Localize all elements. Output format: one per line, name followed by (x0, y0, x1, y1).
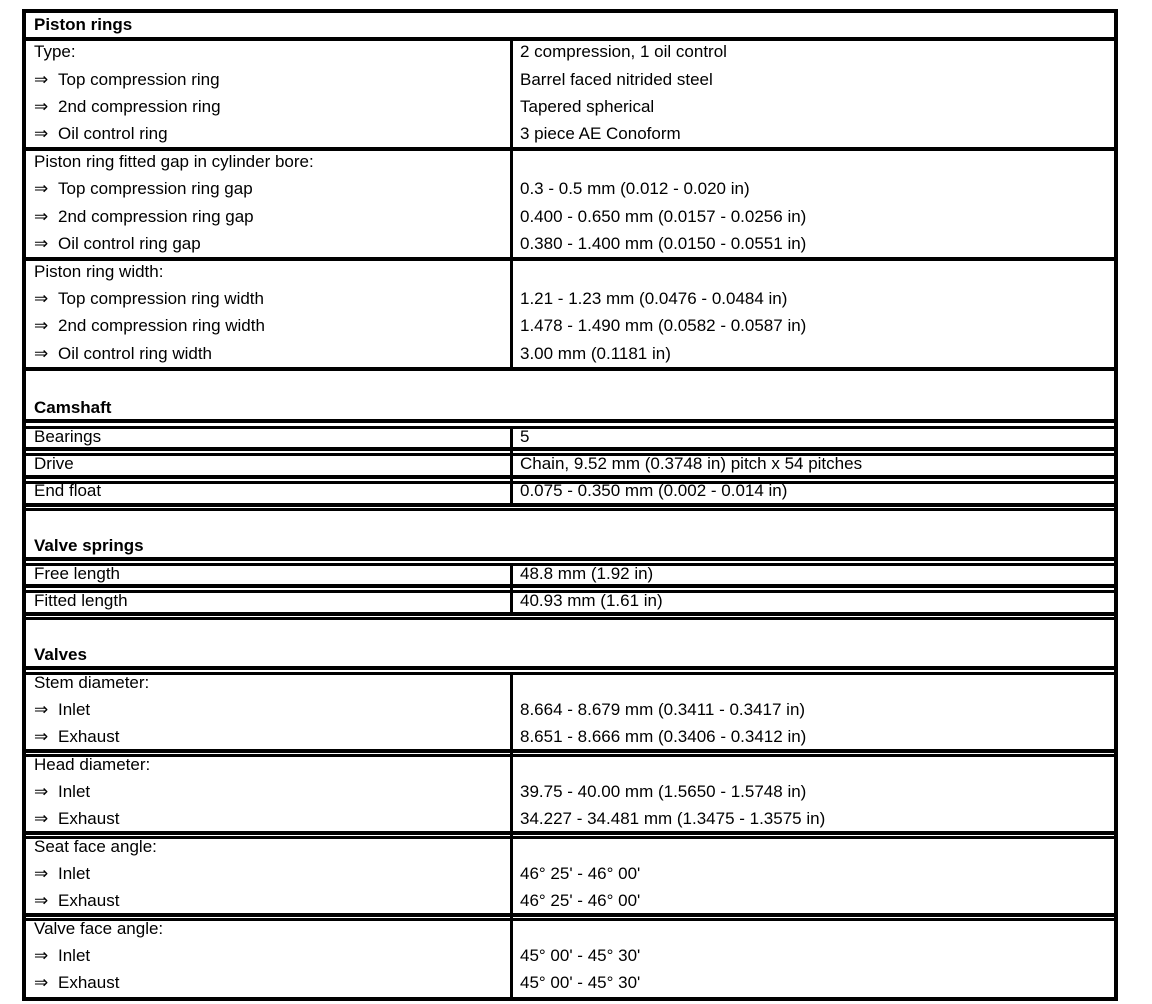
arrow-icon: ⇒ (34, 289, 49, 308)
divider (26, 147, 1114, 151)
free-length-value: 48.8 mm (1.92 in) (520, 564, 654, 583)
arrow-icon: ⇒ (34, 973, 49, 992)
seat-exhaust-value: 46° 25' - 46° 00' (520, 891, 641, 910)
oil-ring-row (34, 124, 168, 144)
divider (26, 584, 1114, 588)
stem-inlet-label: Inlet (58, 700, 91, 719)
head-inlet-row (34, 782, 90, 802)
stem-inlet-value: 8.664 - 8.679 mm (0.3411 - 0.3417 in) (520, 700, 806, 719)
free-length-label: Free length (34, 564, 120, 583)
fitted-length-value: 40.93 mm (1.61 in) (520, 591, 663, 610)
seat-inlet-value: 46° 25' - 46° 00' (520, 864, 641, 883)
arrow-icon: ⇒ (34, 70, 49, 89)
head-diameter-label: Head diameter: (34, 755, 151, 774)
arrow-icon: ⇒ (34, 891, 49, 910)
face-exhaust-label: Exhaust (58, 973, 120, 992)
section-heading-valves: Valves (34, 645, 87, 664)
divider (26, 612, 1114, 616)
arrow-icon: ⇒ (34, 700, 49, 719)
top-ring-label: Top compression ring (58, 70, 220, 89)
section-heading-camshaft: Camshaft (34, 398, 112, 417)
arrow-icon: ⇒ (34, 809, 49, 828)
stem-diameter-label: Stem diameter: (34, 673, 150, 692)
column-divider (1114, 666, 1117, 1001)
second-ring-row (34, 97, 221, 117)
section-heading-piston-rings: Piston rings (34, 15, 133, 34)
divider (26, 831, 1114, 835)
fitted-length-label: Fitted length (34, 591, 128, 610)
type-value: 2 compression, 1 oil control (520, 42, 727, 61)
bearings-value: 5 (520, 427, 530, 446)
top-ring-value: Barrel faced nitrided steel (520, 70, 713, 89)
top-width-value: 1.21 - 1.23 mm (0.0476 - 0.0484 in) (520, 289, 788, 308)
head-exhaust-value: 34.227 - 34.481 mm (1.3475 - 1.3575 in) (520, 809, 826, 828)
type-label: Type: (34, 42, 76, 61)
seat-inlet-row (34, 864, 90, 884)
divider (26, 557, 1114, 561)
head-inlet-label: Inlet (58, 782, 91, 801)
oil-ring-value: 3 piece AE Conoform (520, 124, 681, 143)
arrow-icon: ⇒ (34, 727, 49, 746)
column-divider (510, 40, 513, 368)
divider (26, 672, 1114, 675)
divider (26, 419, 1114, 423)
second-width-label: 2nd compression ring width (58, 316, 265, 335)
stem-exhaust-label: Exhaust (58, 727, 120, 746)
arrow-icon: ⇒ (34, 207, 49, 226)
oil-gap-row (34, 234, 201, 254)
second-gap-row (34, 207, 254, 227)
second-width-value: 1.478 - 1.490 mm (0.0582 - 0.0587 in) (520, 316, 807, 335)
arrow-icon: ⇒ (34, 316, 49, 335)
seat-angle-label: Seat face angle: (34, 837, 157, 856)
face-exhaust-value: 45° 00' - 45° 30' (520, 973, 641, 992)
arrow-icon: ⇒ (34, 234, 49, 253)
drive-label: Drive (34, 454, 74, 473)
arrow-icon: ⇒ (34, 864, 49, 883)
second-ring-label: 2nd compression ring (58, 97, 221, 116)
divider (26, 836, 1114, 839)
column-divider (510, 426, 513, 504)
divider (26, 475, 1114, 479)
stem-exhaust-row (34, 727, 119, 747)
face-exhaust-row (34, 973, 119, 993)
arrow-icon: ⇒ (34, 344, 49, 363)
column-divider (510, 563, 513, 613)
oil-ring-label: Oil control ring (58, 124, 168, 143)
divider (26, 617, 1114, 620)
oil-width-row (34, 344, 212, 364)
divider (26, 918, 1114, 921)
divider (26, 508, 1114, 511)
top-gap-value: 0.3 - 0.5 mm (0.012 - 0.020 in) (520, 179, 750, 198)
section-heading-valve-springs: Valve springs (34, 536, 144, 555)
divider (26, 666, 1114, 670)
head-exhaust-label: Exhaust (58, 809, 120, 828)
top-width-row (34, 289, 264, 309)
face-inlet-row (34, 946, 90, 966)
stem-inlet-row (34, 700, 90, 720)
divider (26, 503, 1114, 507)
end-float-value: 0.075 - 0.350 mm (0.002 - 0.014 in) (520, 481, 788, 500)
face-inlet-label: Inlet (58, 946, 91, 965)
top-ring-row (34, 70, 220, 90)
end-float-label: End float (34, 481, 102, 500)
arrow-icon: ⇒ (34, 946, 49, 965)
divider (26, 426, 1114, 429)
second-gap-value: 0.400 - 0.650 mm (0.0157 - 0.0256 in) (520, 207, 807, 226)
arrow-icon: ⇒ (34, 124, 49, 143)
column-divider (1114, 557, 1117, 615)
seat-exhaust-label: Exhaust (58, 891, 120, 910)
top-gap-row (34, 179, 253, 199)
arrow-icon: ⇒ (34, 782, 49, 801)
second-ring-value: Tapered spherical (520, 97, 655, 116)
gap-label: Piston ring fitted gap in cylinder bore: (34, 152, 314, 171)
drive-value: Chain, 9.52 mm (0.3748 in) pitch x 54 pitches (520, 454, 863, 473)
second-width-row (34, 316, 265, 336)
oil-gap-label: Oil control ring gap (58, 234, 201, 253)
valve-face-angle-label: Valve face angle: (34, 919, 164, 938)
divider (26, 447, 1114, 451)
column-divider (1114, 37, 1117, 505)
divider (26, 367, 1114, 371)
divider (26, 257, 1114, 261)
arrow-icon: ⇒ (34, 179, 49, 198)
stem-exhaust-value: 8.651 - 8.666 mm (0.3406 - 0.3412 in) (520, 727, 807, 746)
seat-exhaust-row (34, 891, 119, 911)
oil-gap-value: 0.380 - 1.400 mm (0.0150 - 0.0551 in) (520, 234, 807, 253)
spec-table (22, 9, 1118, 1001)
face-inlet-value: 45° 00' - 45° 30' (520, 946, 641, 965)
divider (26, 754, 1114, 757)
oil-width-label: Oil control ring width (58, 344, 213, 363)
oil-width-value: 3.00 mm (0.1181 in) (520, 344, 671, 363)
divider (26, 37, 1114, 41)
bearings-label: Bearings (34, 427, 102, 446)
divider (26, 913, 1114, 917)
head-exhaust-row (34, 809, 119, 829)
head-inlet-value: 39.75 - 40.00 mm (1.5650 - 1.5748 in) (520, 782, 807, 801)
top-width-label: Top compression ring width (58, 289, 264, 308)
seat-inlet-label: Inlet (58, 864, 91, 883)
width-label: Piston ring width: (34, 262, 164, 281)
top-gap-label: Top compression ring gap (58, 179, 253, 198)
second-gap-label: 2nd compression ring gap (58, 207, 254, 226)
column-divider (510, 672, 513, 997)
divider (26, 749, 1114, 753)
arrow-icon: ⇒ (34, 97, 49, 116)
